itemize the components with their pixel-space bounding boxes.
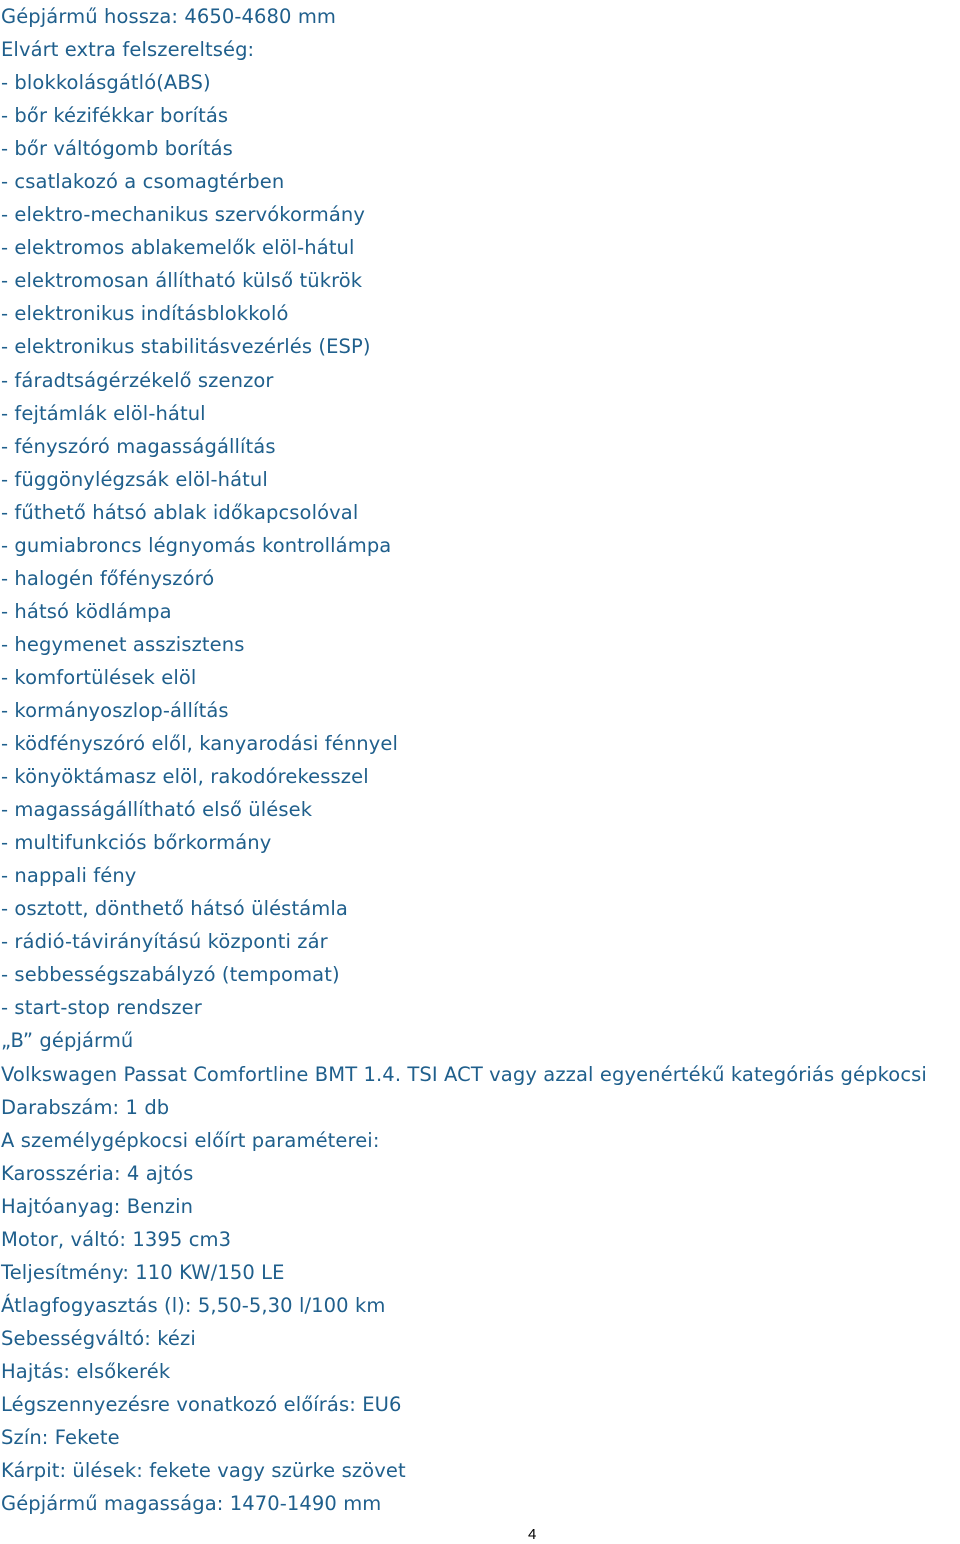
list-item: - elektromosan állítható külső tükrök [1,269,363,293]
text-line: Gépjármű magassága: 1470-1490 mm [1,1492,382,1516]
list-item: - osztott, dönthető hátsó üléstámla [1,897,348,921]
text-line: Karosszéria: 4 ajtós [1,1161,194,1185]
list-item: - fényszóró magasságállítás [1,434,276,458]
list-item: - start-stop rendszer [1,996,202,1020]
list-item: - elektronikus stabilitásvezérlés (ESP) [1,335,371,359]
list-item: - kormányoszlop-állítás [1,698,229,722]
list-item: - nappali fény [1,864,137,888]
text-line: Kárpit: ülések: fekete vagy szürke szövet [1,1459,406,1483]
list-item: - hátsó ködlámpa [1,599,172,623]
text-line: Átlagfogyasztás (l): 5,50-5,30 l/100 km [1,1293,386,1317]
list-item: - elektro-mechanikus szervókormány [1,203,366,227]
document-body [1,0,959,1520]
list-item: - elektromos ablakemelők elöl-hátul [1,236,355,260]
text-line: Sebességváltó: kézi [1,1326,196,1350]
list-item: - multifunkciós bőrkormány [1,831,272,855]
list-item: - fűthető hátsó ablak időkapcsolóval [1,500,359,524]
list-item: - bőr kézifékkar borítás [1,104,229,128]
list-item: - blokkolásgátló(ABS) [1,71,211,95]
text-line: Teljesítmény: 110 KW/150 LE [1,1260,285,1284]
text-line: Légszennyezésre vonatkozó előírás: EU6 [1,1392,402,1416]
text-line: Volkswagen Passat Comfortline BMT 1.4. TSI ACT vagy azzal egyenértékű kategóriás gépkocsi [1,1062,927,1086]
list-item: - komfortülések elöl [1,665,197,689]
list-item: - ködfényszóró elől, kanyarodási fénnyel [1,732,399,756]
text-line: A személygépkocsi előírt paraméterei: [1,1128,380,1152]
text-line: Gépjármű hossza: 4650-4680 mm [1,5,337,28]
text-line: Hajtás: elsőkerék [1,1359,171,1383]
list-item: - rádió-távirányítású központi zár [1,930,328,954]
list-item: - bőr váltógomb borítás [1,137,233,161]
list-item: - elektronikus indításblokkoló [1,302,289,326]
list-item: - csatlakozó a csomagtérben [1,170,285,194]
text-line: Elvárt extra felszereltség: [1,38,255,62]
list-item: - magasságállítható első ülések [1,798,313,822]
text-line: Darabszám: 1 db [1,1095,170,1119]
list-item: - gumiabroncs légnyomás kontrollámpa [1,533,392,557]
text-line: Motor, váltó: 1395 cm3 [1,1227,232,1251]
list-item: - hegymenet asszisztens [1,632,245,656]
section-heading: „B” gépjármű [1,1029,134,1053]
list-item: - fejtámlák elöl-hátul [1,401,206,425]
list-item: - sebbességszabályzó (tempomat) [1,963,340,987]
list-item: - fáradtságérzékelő szenzor [1,368,274,392]
page-number: 4 [528,1526,537,1543]
text-line: Szín: Fekete [1,1426,120,1450]
list-item: - függönylégzsák elöl-hátul [1,467,268,491]
list-item: - halogén főfényszóró [1,566,215,590]
list-item: - könyöktámasz elöl, rakodórekesszel [1,765,369,789]
text-line: Hajtóanyag: Benzin [1,1194,194,1218]
